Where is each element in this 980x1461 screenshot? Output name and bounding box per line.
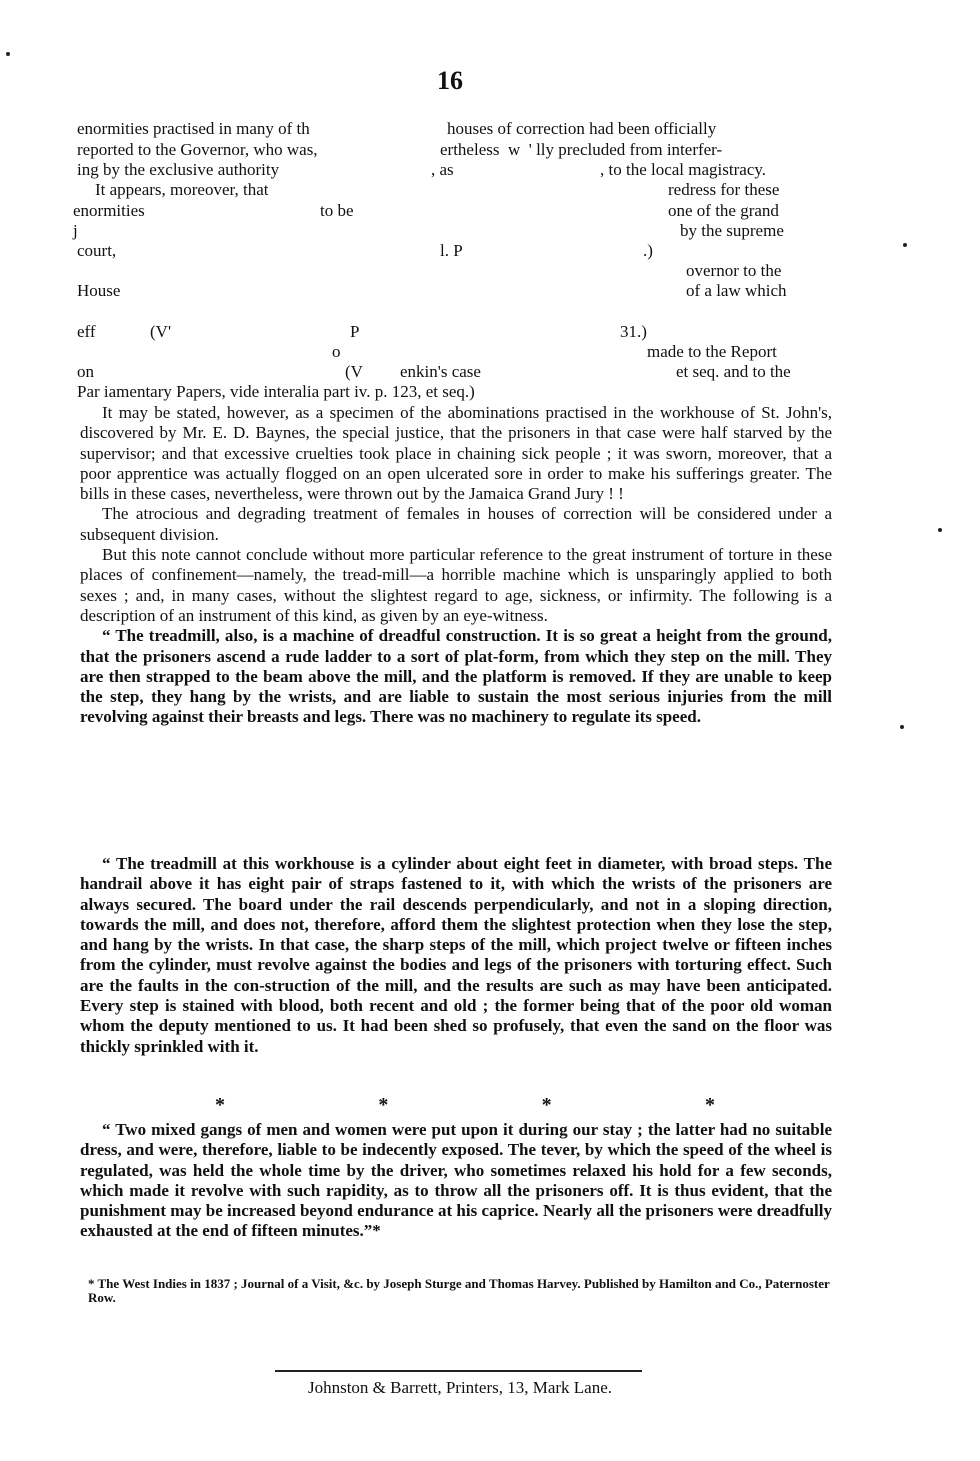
top-fragment: ertheless w ' lly precluded from interfer- (440, 140, 723, 159)
star-separator: * (215, 1094, 225, 1116)
top-fragment: o (332, 342, 341, 361)
scan-speck (938, 528, 942, 532)
section-separator (215, 1094, 715, 1117)
star-separator: * (378, 1094, 389, 1116)
scan-speck (903, 243, 907, 247)
top-fragment: , to the local magistracy. (600, 160, 767, 179)
top-fragment: .) (643, 241, 653, 260)
body-section (80, 403, 832, 728)
top-fragment: eff (77, 322, 96, 341)
top-fragment: made to the Report (647, 342, 777, 361)
star-separator: * (704, 1094, 715, 1116)
top-fragment: House (77, 281, 121, 300)
top-fragment: enormities (73, 201, 145, 220)
top-fragment: enkin's case (400, 362, 481, 381)
paragraph-females: The atrocious and degrading treatment of females in houses of correction will be considered under a subsequent division. (80, 504, 832, 544)
paragraph-specimen: It may be stated, however, as a specimen of the abominations practised in the workhouse of St. John's, discovered by Mr. E. D. Baynes, the special justice, that the prisoners in that case were half starved by the supervisor; and that excessive cruelties took place in chaining sick people ; it was sworn, moreover, that a poor apprentice was actually flogged on an open ulcerated sore in order to make his sufferings greater. The bills in these cases, nevertheless, were thrown out by the Jamaica Grand Jury ! ! (80, 403, 832, 504)
top-fragment: overnor to the (686, 261, 782, 280)
top-fragment: 31.) (620, 322, 647, 341)
paragraph-quote-construction: “ The treadmill, also, is a machine of dreadful construction. It is so great a height from the ground, that the prisoners ascend a rude ladder to a sort of plat-form, from which they step on the mill. They are then strapped to the beam above the mill, and the platform is removed. If they are unable to keep the step, they hang by the wrists, and are liable to sustain the most serious injuries from the mill revolving against their breasts and legs. There was no machinery to regulate its speed. (80, 626, 832, 727)
scan-speck (900, 725, 904, 729)
top-fragment: l. P (440, 241, 463, 260)
paragraph-quote-gangs: “ Two mixed gangs of men and women were put upon it during our stay ; the latter had no suitable dress, and were, therefore, liable to be indecently exposed. The tever, by which the speed of the wheel is regulated, was held the whole time by the driver, who sometimes relaxed his hold for a few seconds, which made it revolve with such rapidity, as to throw all the prisoners off. It is thus evident, that the punishment may be increased beyond endurance at his caprice. Nearly all the prisoners were dreadfully exhausted at the end of fifteen minutes.”* (80, 1120, 832, 1241)
top-fragment: It appears, moreover, that (95, 180, 269, 199)
top-fragment: redress for these (668, 180, 780, 199)
top-fragment: P (350, 322, 360, 341)
top-fragment: of a law which (686, 281, 787, 300)
top-fragment: Par iamentary Papers, vide interalia part iv. p. 123, et seq.) (77, 382, 475, 401)
top-fragment: one of the grand (668, 201, 779, 220)
quote-section-workhouse (80, 854, 832, 1057)
top-fragment: et seq. and to the (676, 362, 791, 381)
top-fragment: enormities practised in many of th (77, 119, 310, 138)
top-fragment: houses of correction had been officially (447, 119, 717, 138)
paragraph-quote-workhouse: “ The treadmill at this workhouse is a cylinder about eight feet in diameter, with broad steps. The handrail above it has eight pair of straps fastened to it, with which the wrists of the prisoners are always secured. The board under the rail descends perpendicularly, and not in a sloping direction, towards the mill, and does not, therefore, afford them the slightest protection when they lose the step, and hang by the wrists. In that case, the sharp steps of the mill, which project twelve or fifteen inches from the cylinder, must revolve against the bodies and legs of the prisoners with torturing effect. Such are the faults in the con-struction of the mill, and the results are such as may have been anticipated. Every step is stained with blood, both recent and old ; the former being that of the poor old woman whom the deputy mentioned to us. It had been shed so profusely, that even the sand on the floor was thickly sprinkled with it. (80, 854, 832, 1056)
paragraph-treadmill-intro: But this note cannot conclude without more particular reference to the great instrument of torture in these places of confinement—namely, the tread-mill—a horrible machine which is unsparingly applied to both sexes ; and, in many cases, without the slightest regard to age, sickness, or infirmity. The following is a description of an instrument of this kind, as given by an eye-witness. (80, 545, 832, 625)
top-fragment: j (73, 221, 78, 240)
top-fragment: on (77, 362, 94, 381)
top-fragment: by the supreme (680, 221, 784, 240)
printer-imprint: Johnston & Barrett, Printers, 13, Mark Lane. (307, 1378, 613, 1397)
footnote: * The West Indies in 1837 ; Journal of a Visit, &c. by Joseph Sturge and Thomas Harvey. Published by Hamilton and Co., Paternoster Row. (88, 1276, 830, 1305)
top-fragment: to be (320, 201, 354, 220)
quote-section-gangs (80, 1120, 832, 1242)
scan-speck (6, 52, 10, 56)
top-fragment: , as (431, 160, 454, 179)
page-number: 16 (437, 66, 463, 95)
footer-rule (275, 1370, 642, 1372)
top-fragment: court, (77, 241, 117, 260)
top-fragment: reported to the Governor, who was, (77, 140, 318, 159)
top-fragment: (V' (150, 322, 172, 341)
top-fragment: (V (345, 362, 363, 381)
star-separator: * (541, 1094, 552, 1116)
top-fragment: ing by the exclusive authority (77, 160, 280, 179)
